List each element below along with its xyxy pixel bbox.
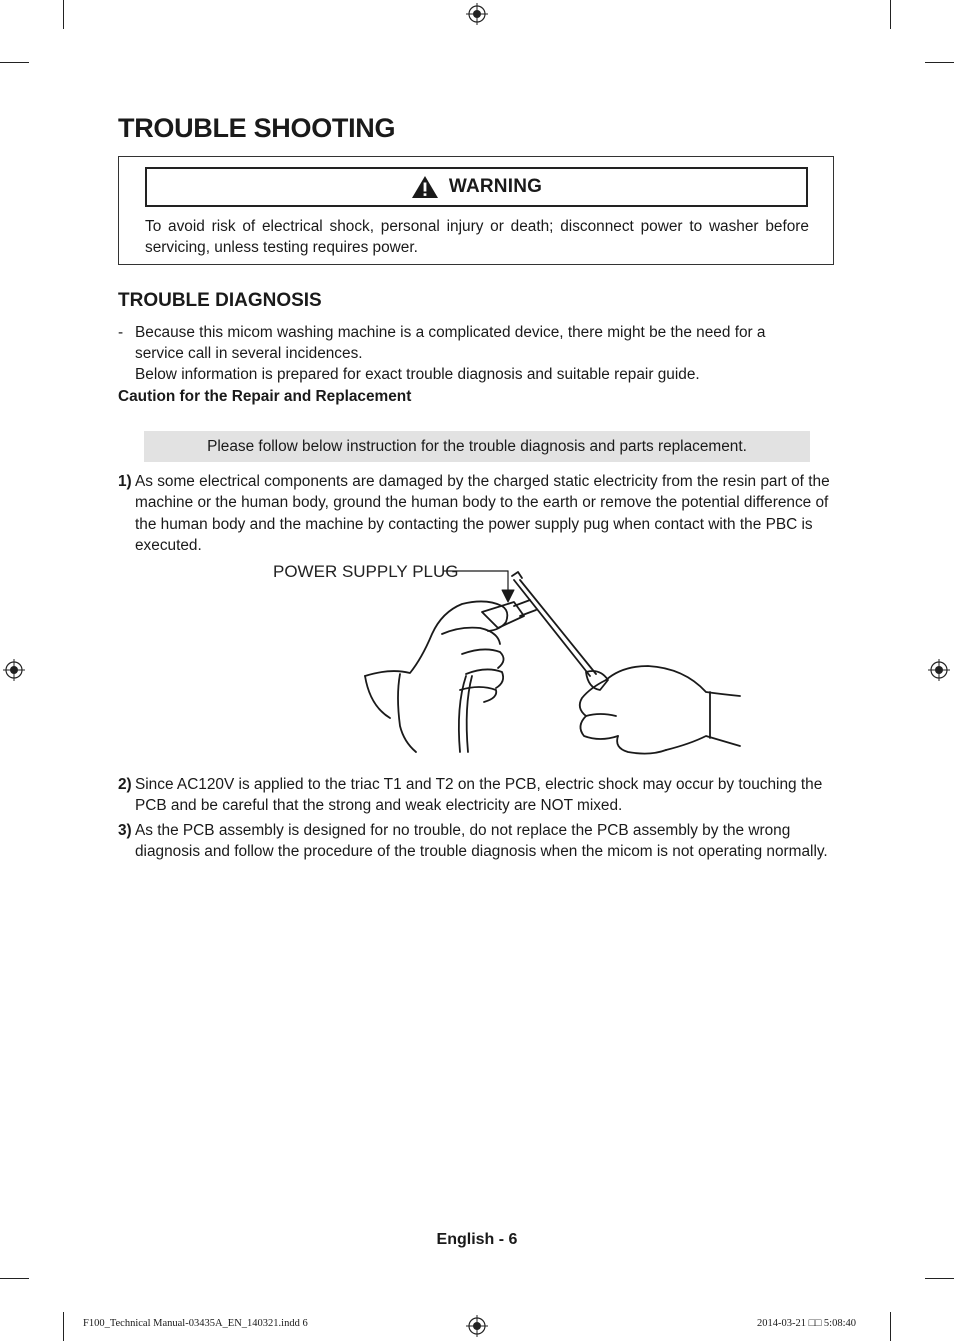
file-slug: F100_Technical Manual-03435A_EN_140321.indd 6	[83, 1318, 308, 1329]
intro-bullet	[118, 322, 818, 385]
registration-mark-icon	[3, 659, 25, 681]
step-text: As the PCB assembly is designed for no trouble, do not replace the PCB assembly by the wrong diagnosis and follow the procedure of the trouble diagnosis when the micom is not operating normally.	[135, 822, 828, 861]
grounding-illustration	[270, 556, 750, 761]
warning-label: WARNING	[448, 176, 543, 197]
warning-header	[145, 167, 808, 207]
warning-text: To avoid risk of electrical shock, personal injury or death; disconnect power to washer before servicing, unless testing requires power.	[145, 218, 809, 256]
bullet-marker: -	[118, 324, 124, 341]
date-slug: 2014-03-21 □□ 5:08:40	[757, 1318, 857, 1329]
crop-mark	[890, 0, 891, 29]
step-text: As some electrical components are damaged by the charged static electricity from the resin part of the machine or the human body, ground the human body to the earth or remove the potential difference of the human body and the machine by contacting the power supply pug when contact with the PBC is executed.	[135, 473, 830, 554]
note-text: Please follow below instruction for the trouble diagnosis and parts replacement.	[207, 437, 747, 455]
crop-mark	[925, 1278, 954, 1279]
section-title: TROUBLE DIAGNOSIS	[118, 290, 322, 311]
registration-mark-icon	[928, 659, 950, 681]
registration-mark-icon	[466, 3, 488, 25]
step-item	[118, 820, 830, 863]
warning-triangle-icon	[411, 175, 439, 199]
step-item	[118, 471, 830, 556]
bullet-text: Because this micom washing machine is a complicated device, there might be the need for a service call in several incidences.	[135, 324, 766, 362]
page-title: TROUBLE SHOOTING	[118, 113, 396, 143]
bullet-text: Below information is prepared for exact trouble diagnosis and suitable repair guide.	[135, 366, 700, 383]
crop-mark	[890, 1312, 891, 1341]
registration-mark-icon	[466, 1315, 488, 1337]
step-item	[118, 774, 830, 817]
step-number: 1)	[118, 473, 132, 490]
crop-mark	[925, 62, 954, 63]
plug-label: POWER SUPPLY PLUG	[273, 562, 459, 581]
step-text: Since AC120V is applied to the triac T1 and T2 on the PCB, electric shock may occur by touching the PCB and be careful that the strong and weak electricity are NOT mixed.	[135, 776, 823, 815]
note-bar	[144, 431, 810, 462]
crop-mark	[0, 62, 29, 63]
caution-heading: Caution for the Repair and Replacement	[118, 388, 412, 405]
page-number: English - 6	[436, 1231, 518, 1248]
step-number: 3)	[118, 822, 132, 839]
crop-mark	[0, 1278, 29, 1279]
step-number: 2)	[118, 776, 132, 793]
crop-mark	[63, 1312, 64, 1341]
crop-mark	[63, 0, 64, 29]
